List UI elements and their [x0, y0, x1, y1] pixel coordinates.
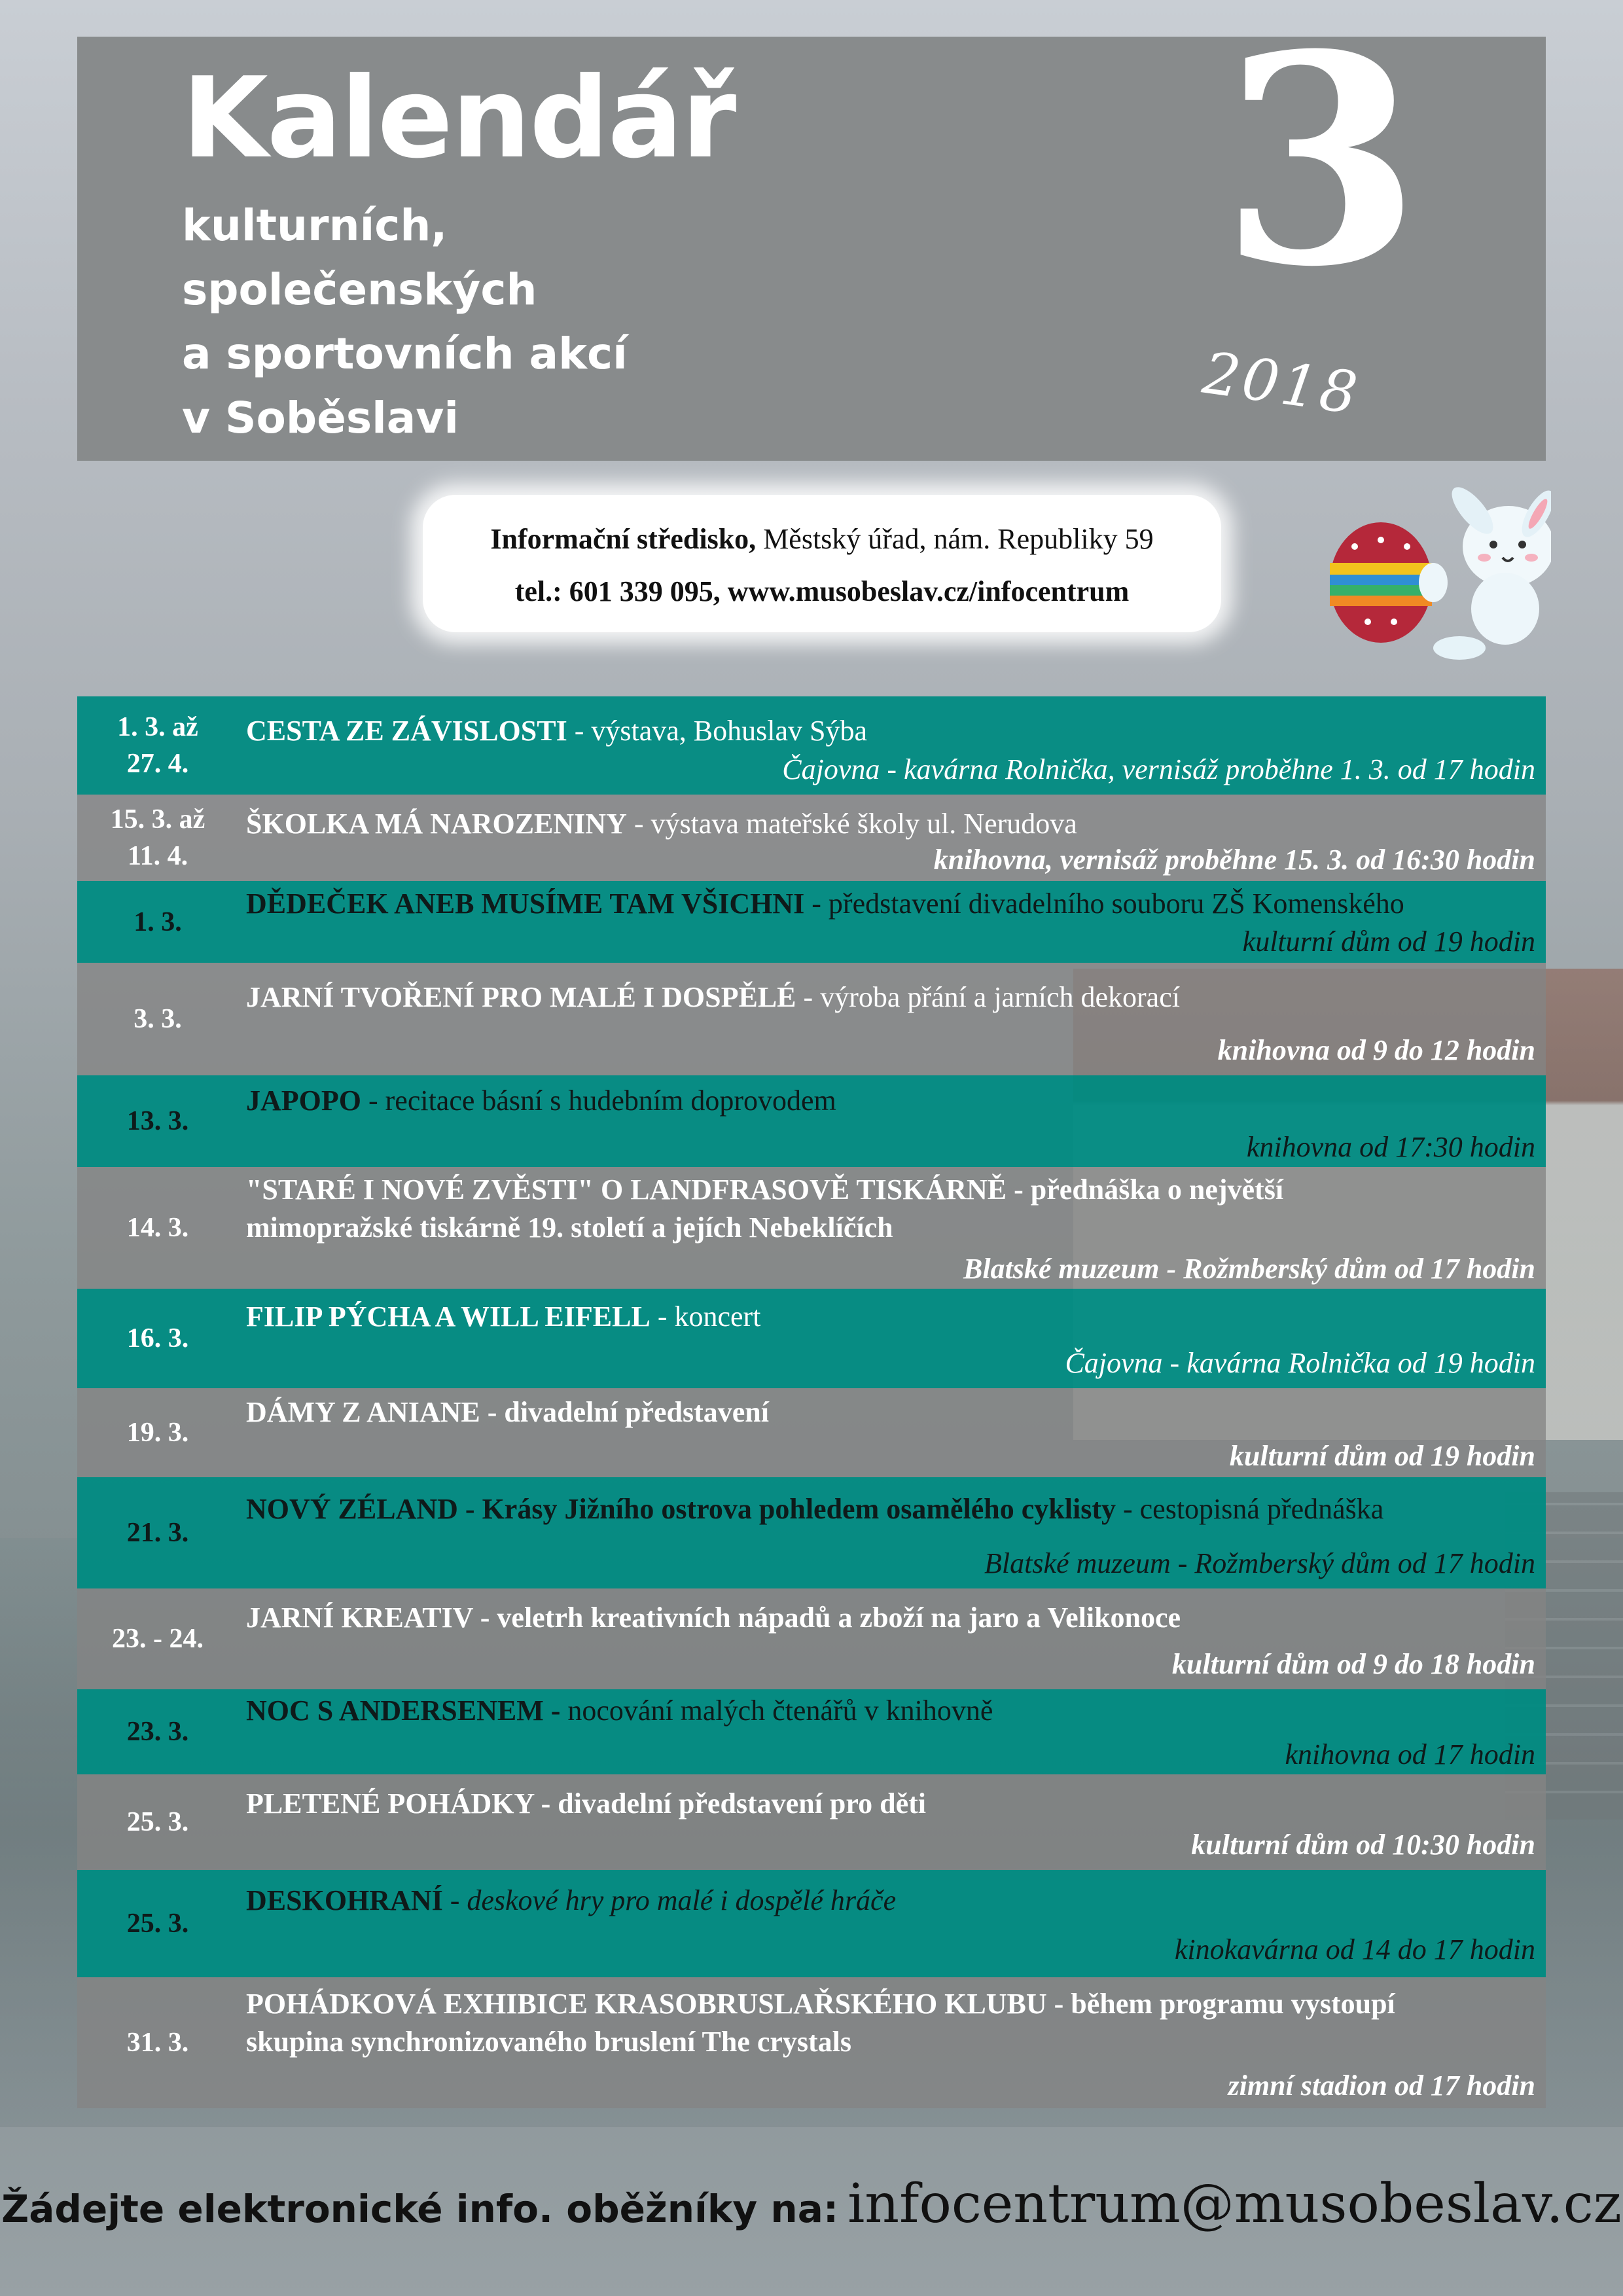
event-description: FILIP PÝCHA A WILL EIFELL - koncert: [246, 1300, 761, 1333]
event-date: 25. 3.: [126, 1807, 189, 1837]
event-place: kulturní dům od 10:30 hodin: [1191, 1829, 1535, 1861]
event-description: JAPOPO - recitace básní s hudebním doprovodem: [246, 1085, 836, 1117]
event-row: [77, 696, 1546, 795]
event-date: 13. 3.: [126, 1106, 189, 1136]
event-date: 3. 3.: [134, 1004, 182, 1034]
event-row: [77, 1289, 1546, 1388]
event-row: [77, 1588, 1546, 1689]
header-banner: [77, 0, 1546, 461]
easter-bunny-icon: [1309, 484, 1551, 668]
event-description: POHÁDKOVÁ EXHIBICE KRASOBRUSLAŘSKÉHO KLUBU - během programu vystoupí skupina synchronizovaného bruslení The crystals: [246, 1988, 1395, 2058]
subtitle-line: kulturních,: [182, 200, 448, 251]
footer-newsletter: [0, 2173, 1623, 2235]
event-row: [77, 881, 1546, 963]
subtitle-line: společenských: [182, 264, 537, 315]
event-description: JARNÍ KREATIV - veletrh kreativních nápadů a zboží na jaro a Velikonoce: [246, 1602, 1181, 1634]
event-place: knihovna od 17:30 hodin: [1246, 1131, 1535, 1163]
event-row: [77, 1388, 1546, 1477]
info-address-line: [423, 522, 1221, 556]
event-description: ŠKOLKA MÁ NAROZENINY - výstava mateřské školy ul. Nerudova: [246, 808, 1077, 840]
info-contact: tel.: 601 339 095, www.musobeslav.cz/infocentrum: [514, 575, 1130, 607]
info-org: Informační středisko,: [490, 523, 757, 555]
event-row: [77, 1167, 1546, 1289]
event-row: [77, 795, 1546, 881]
event-date: 1. 3.: [134, 906, 182, 937]
events-table: [77, 696, 1546, 2108]
event-place: kinokavárna od 14 do 17 hodin: [1174, 1933, 1535, 1965]
subtitle-line: a sportovních akcí: [182, 329, 628, 379]
event-description: PLETENÉ POHÁDKY - divadelní představení pro děti: [246, 1787, 926, 1820]
event-place: Čajovna - kavárna Rolnička od 19 hodin: [1065, 1347, 1535, 1379]
page-title: Kalendář: [182, 54, 736, 183]
event-row: [77, 1477, 1546, 1588]
event-place: Blatské muzeum - Rožmberský dům od 17 hodin: [984, 1547, 1535, 1579]
footer-email[interactable]: infocentrum@musobeslav.cz: [847, 2173, 1622, 2235]
event-description: NOC S ANDERSENEM - nocování malých čtenářů v knihovně: [246, 1695, 993, 1727]
year-label: 2018: [1199, 338, 1364, 428]
event-date: 19. 3.: [126, 1418, 189, 1448]
subtitle-line: v Soběslavi: [182, 393, 459, 443]
event-description: DĚDEČEK ANEB MUSÍME TAM VŠICHNI - představení divadelního souboru ZŠ Komenského: [246, 888, 1404, 920]
event-date: 23. - 24.: [112, 1624, 204, 1654]
event-place: kulturní dům od 19 hodin: [1242, 925, 1535, 958]
event-description: NOVÝ ZÉLAND - Krásy Jižního ostrova pohledem osamělého cyklisty - cestopisná přednáška: [246, 1493, 1384, 1525]
event-row: [77, 1774, 1546, 1870]
event-date: 1. 3. až 27. 4.: [117, 712, 198, 779]
event-place: Blatské muzeum - Rožmberský dům od 17 hodin: [963, 1253, 1535, 1285]
event-row: [77, 1689, 1546, 1774]
event-date: 23. 3.: [126, 1717, 189, 1747]
event-row: [77, 1870, 1546, 1977]
event-place: knihovna od 9 do 12 hodin: [1217, 1034, 1535, 1066]
month-number: 3: [1220, 0, 1421, 330]
info-box: [423, 495, 1221, 632]
event-row: [77, 963, 1546, 1075]
event-date: 16. 3.: [126, 1323, 189, 1354]
event-description: DÁMY Z ANIANE - divadelní představení: [246, 1396, 769, 1428]
event-place: kulturní dům od 19 hodin: [1229, 1440, 1535, 1472]
event-row: [77, 1075, 1546, 1167]
event-date: 15. 3. až 11. 4.: [110, 804, 205, 871]
page-subtitle: [182, 194, 1098, 450]
footer-label: Žádejte elektronické info. oběžníky na:: [1, 2187, 839, 2231]
event-date: 14. 3.: [126, 1213, 189, 1243]
event-date: 31. 3.: [126, 2028, 189, 2058]
event-description: "STARÉ I NOVÉ ZVĚSTI" O LANDFRASOVĚ TISKÁRNĚ - přednáška o největší mimopražské tiskárně 19. století a jejích Nebeklíčích: [246, 1174, 1284, 1244]
event-place: kulturní dům od 9 do 18 hodin: [1171, 1648, 1535, 1680]
info-address: Městský úřad, nám. Republiky 59: [756, 523, 1154, 555]
event-row: [77, 1977, 1546, 2108]
event-place: Čajovna - kavárna Rolnička, vernisáž proběhne 1. 3. od 17 hodin: [782, 753, 1535, 785]
event-place: knihovna od 17 hodin: [1285, 1738, 1535, 1770]
event-description: CESTA ZE ZÁVISLOSTI - výstava, Bohuslav Sýba: [246, 715, 868, 747]
event-place: zimní stadion od 17 hodin: [1228, 2070, 1535, 2102]
event-date: 25. 3.: [126, 1909, 189, 1939]
event-description: DESKOHRANÍ - deskové hry pro malé i dospělé hráče: [246, 1884, 897, 1916]
event-description: JARNÍ TVOŘENÍ PRO MALÉ I DOSPĚLÉ - výroba přání a jarních dekorací: [246, 981, 1180, 1013]
event-place: knihovna, vernisáž proběhne 15. 3. od 16:30 hodin: [933, 844, 1535, 876]
event-date: 21. 3.: [126, 1518, 189, 1548]
